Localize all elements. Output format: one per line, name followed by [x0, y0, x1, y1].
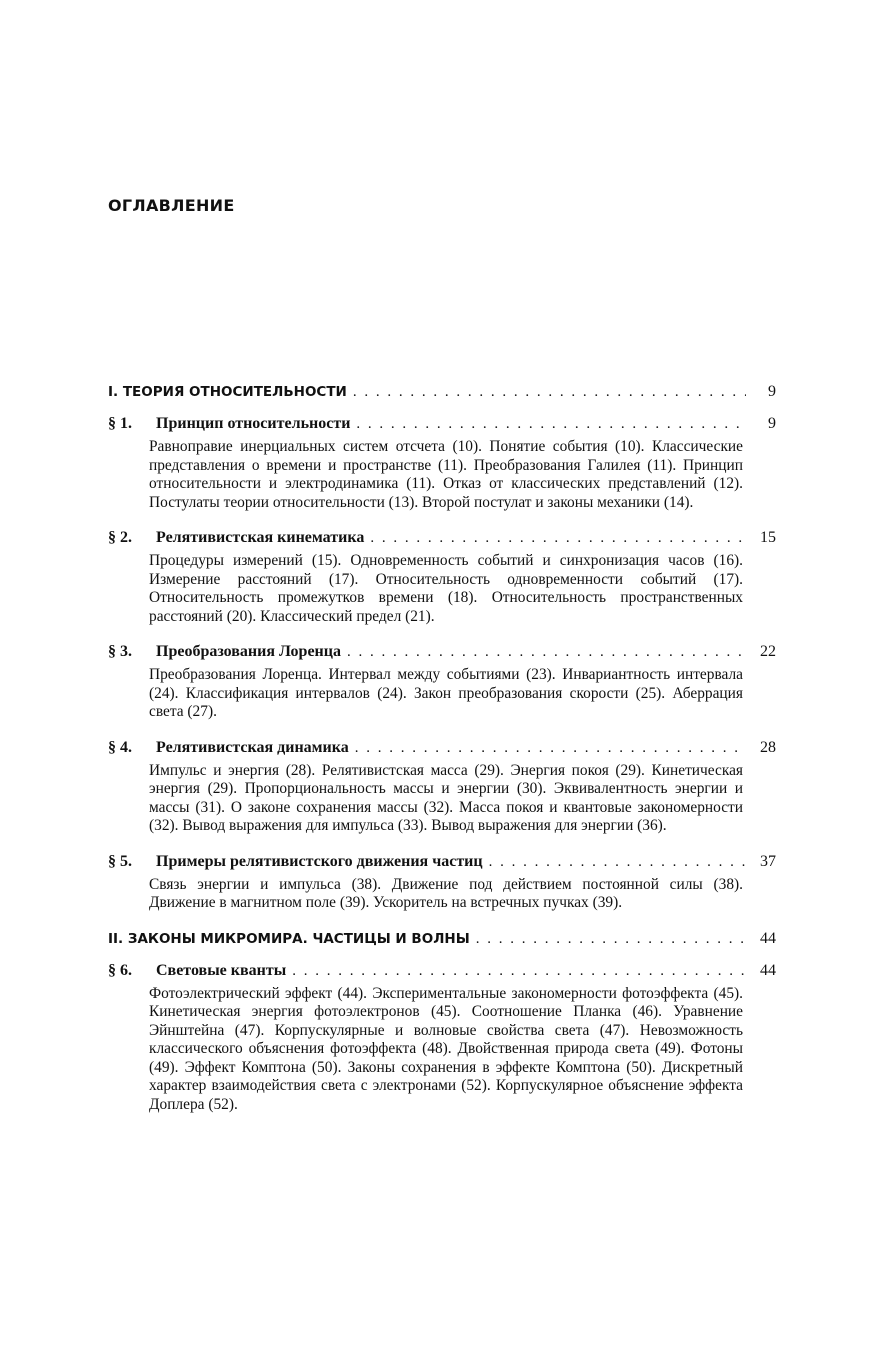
- section-description: Преобразования Лоренца. Интервал между событиями (23). Инвариантность интервала (24). Классификация интервалов (24). Закон преобразования скорости (25). Аберрация света (27).: [149, 666, 743, 720]
- toc-part-1[interactable]: [108, 380, 776, 404]
- section-number: § 5.: [108, 852, 132, 870]
- page-number: 15: [760, 529, 776, 546]
- dot-leader: [476, 927, 746, 951]
- dot-leader: [347, 640, 746, 664]
- part-title: II. ЗАКОНЫ МИКРОМИРА. ЧАСТИЦЫ И ВОЛНЫ: [108, 930, 470, 947]
- toc-part-2[interactable]: [108, 927, 776, 951]
- toc-section-4[interactable]: [108, 736, 776, 760]
- section-number: § 6.: [108, 961, 132, 979]
- section-description: Равноправие инерциальных систем отсчета (10). Понятие события (10). Классические представления о времени и пространстве (11). Преобразования Галилея (11). Принцип относительности и электродинамика (11). Отказ от классических представлений (12). Постулаты теории относительности (13). Второй постулат и законы механики (14).: [149, 438, 743, 511]
- section-description: Процедуры измерений (15). Одновременность событий и синхронизация часов (16). Измерение расстояний (17). Относительность одновременности событий (17). Относительность промежутков времени (18). Относительность пространственных расстояний (20). Классический предел (21).: [149, 552, 743, 625]
- toc-section-6[interactable]: [108, 959, 776, 983]
- section-title: Релятивистская динамика: [156, 738, 349, 756]
- dot-leader: [356, 412, 746, 436]
- section-title: Принцип относительности: [156, 415, 351, 432]
- page-number: 9: [768, 383, 776, 400]
- page-number: 28: [760, 738, 776, 756]
- toc-section-2[interactable]: [108, 526, 776, 550]
- section-number: § 1.: [108, 415, 132, 432]
- section-description: Импульс и энергия (28). Релятивистская масса (29). Энергия покоя (29). Кинетическая энергия (29). Пропорциональность массы и энергии (30). Эквивалентность энергии и массы (31). О законе сохранения массы (32). Масса покоя и квантовые закономерности (32). Вывод выражения для импульса (33). Вывод выражения для энергии (36).: [149, 761, 743, 834]
- dot-leader: [489, 850, 746, 874]
- page-number: 44: [760, 961, 776, 979]
- part-title: I. ТЕОРИЯ ОТНОСИТЕЛЬНОСТИ: [108, 384, 347, 400]
- toc-section-1[interactable]: [108, 412, 776, 436]
- section-title: Примеры релятивистского движения частиц: [156, 852, 483, 870]
- toc-section-3[interactable]: [108, 640, 776, 664]
- section-title: Преобразования Лоренца: [156, 643, 341, 660]
- section-title: Световые кванты: [156, 961, 287, 979]
- section-number: § 4.: [108, 738, 132, 756]
- page-number: 9: [768, 415, 776, 432]
- section-number: § 3.: [108, 643, 132, 660]
- table-of-contents: [108, 380, 776, 1114]
- page-number: 22: [760, 643, 776, 660]
- page-number: 44: [760, 929, 776, 947]
- section-number: § 2.: [108, 529, 132, 546]
- dot-leader: [355, 736, 746, 760]
- section-description: Фотоэлектрический эффект (44). Экспериментальные закономерности фотоэффекта (45). Кинетическая энергия фотоэлектронов (45). Соотношение Планка (46). Уравнение Эйнштейна (47). Корпускулярные и волновые свойства света (47). Невозможность классического объяснения фотоэффекта (48). Двойственная природа света (49). Фотоны (49). Эффект Комптона (50). Законы сохранения в эффекте Комптона (50). Дискретный характер взаимодействия света с электронами (52). Корпускулярное объяснение эффекта Доплера (52).: [149, 984, 743, 1113]
- page-title: ОГЛАВЛЕНИЕ: [108, 196, 235, 215]
- toc-section-5[interactable]: [108, 850, 776, 874]
- dot-leader: [292, 959, 746, 983]
- dot-leader: [353, 380, 746, 404]
- section-description: Связь энергии и импульса (38). Движение под действием постоянной силы (38). Движение в магнитном поле (39). Ускоритель на встречных пучках (39).: [149, 875, 743, 911]
- section-title: Релятивистская кинематика: [156, 529, 365, 546]
- dot-leader: [370, 526, 746, 550]
- page-number: 37: [760, 852, 776, 870]
